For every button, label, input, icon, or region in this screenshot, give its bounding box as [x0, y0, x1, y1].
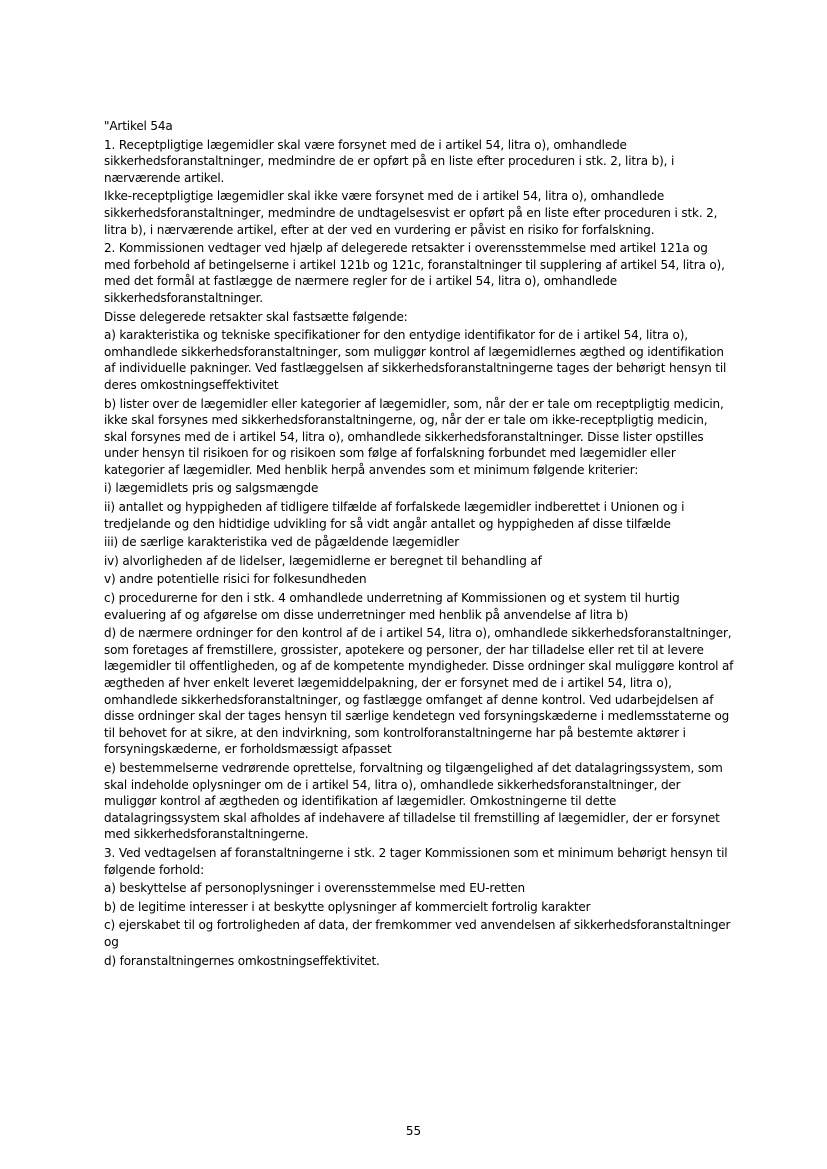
criterion-ii: ii) antallet og hyppigheden af tidligere tilfælde af forfalskede lægemidler indberettet i Unionen og i tredjelande og den hidtidige udvikling for så vidt angår antallet og hyppigheden af disse tilfælde: [104, 500, 685, 531]
criterion-v: v) andre potentielle risici for folkesundheden: [104, 572, 367, 587]
criterion-iv: iv) alvorligheden af de lidelser, lægemidlerne er beregnet til behandling af: [104, 553, 542, 568]
list-item-b: b) lister over de lægemidler eller kategorier af lægemidler, som, når der er tale om receptpligtig medicin, ikke skal forsynes med sikkerhedsforanstaltningerne, og, når der er tale om ikke-receptpligtig medicin, skal forsynes med de i artikel 54, litra o), omhandlede sikkerhedsforanstaltninger. Disse lister opstilles under hensyn til risikoen for og risikoen som følge af forfalskning forbundet med lægemidler eller kategorier af lægemidler. Med henblik herpå anvendes som et minimum følgende kriterier:: [104, 396, 724, 477]
document-body: [104, 118, 734, 971]
list-item-e: e) bestemmelserne vedrørende oprettelse, forvaltning og tilgængelighed af det datalagringssystem, som skal indeholde oplysninger om de i artikel 54, litra o), omhandlede sikkerhedsforanstaltninger, der muliggør kontrol af ægtheden og identifikation af lægemidler. Omkostningerne til dette datalagringssystem skal afholdes af indehavere af tilladelse til fremstilling af lægemidler, der er forsynet med sikkerhedsforanstaltningerne.: [104, 760, 723, 842]
list-item-a: a) karakteristika og tekniske specifikationer for den entydige identifikator for de i artikel 54, litra o), omhandlede sikkerhedsforanstaltninger, som muliggør kontrol af lægemidlernes ægthed og identifikation af individuelle pakninger. Ved fastlæggelsen af sikkerhedsforanstaltningerne tages der behørigt hensyn til deres omkostningseffektivitet: [104, 328, 727, 392]
page-number: 55: [405, 1124, 422, 1138]
paragraph-non-prescription: Ikke-receptpligtige lægemidler skal ikke være forsynet med de i artikel 54, litra o), omhandlede sikkerhedsforanstaltninger, medmindre de undtagelsesvist er opført på en liste efter proceduren i stk. 2, litra b), i nærværende artikel, efter at der ved en vurdering er påvist en risiko for forfalskning.: [104, 189, 718, 237]
paragraph-3-section-3: 3. Ved vedtagelsen af foranstaltningerne i stk. 2 tager Kommissionen som et minimum behørigt hensyn til følgende forhold:: [104, 845, 728, 877]
factor-c: c) ejerskabet til og fortroligheden af data, der fremkommer ved anvendelsen af sikkerhedsforanstaltninger og: [104, 918, 731, 949]
paragraph-delegated-acts-intro: Disse delegerede retsakter skal fastsætte følgende:: [104, 309, 408, 324]
article-heading: "Artikel 54a: [104, 119, 173, 133]
list-item-c: c) procedurerne for den i stk. 4 omhandlede underretning af Kommissionen og et system til hurtig evaluering af og afgørelse om disse underretninger med henblik på anvendelse af litra b): [104, 591, 680, 622]
factor-d: d) foranstaltningernes omkostningseffektivitet.: [104, 953, 380, 968]
criterion-i: i) lægemidlets pris og salgsmængde: [104, 481, 319, 496]
criterion-iii: iii) de særlige karakteristika ved de pågældende lægemidler: [104, 535, 460, 550]
factor-a: a) beskyttelse af personoplysninger i overensstemmelse med EU-retten: [104, 881, 525, 896]
factor-b: b) de legitime interesser i at beskytte oplysninger af kommercielt fortrolig karakter: [104, 899, 591, 914]
paragraph-1-section-1: 1. Receptpligtige lægemidler skal være forsynet med de i artikel 54, litra o), omhandlede sikkerhedsforanstaltninger, medmindre de er opført på en liste efter proceduren i stk. 2, litra b), i nærværende artikel.: [104, 137, 675, 185]
paragraph-2-section-2: 2. Kommissionen vedtager ved hjælp af delegerede retsakter i overensstemmelse med artikel 121a og med forbehold af betingelserne i artikel 121b og 121c, foranstaltninger til supplering af artikel 54, litra o), med det formål at fastlægge de nærmere regler for de i artikel 54, litra o), omhandlede sikkerhedsforanstaltninger.: [104, 241, 725, 305]
list-item-d: d) de nærmere ordninger for den kontrol af de i artikel 54, litra o), omhandlede sikkerhedsforanstaltninger, som foretages af fremstillere, grossister, apotekere og personer, der har tilladelse eller ret til at levere lægemidler til offentligheden, og af de kompetente myndigheder. Disse ordninger skal muliggøre kontrol af ægtheden af hver enkelt leveret lægemiddelpakning, der er forsynet med de i artikel 54, litra o), omhandlede sikkerhedsforanstaltninger, og fastlægge omfanget af denne kontrol. Ved udarbejdelsen af disse ordninger skal der tages hensyn til særlige kendetegn ved forsyningskæderne i medlemsstaterne og til behovet for at sikre, at den indvirkning, som kontrolforanstaltningerne har på bestemte aktører i forsyningskæderne, er forholdsmæssigt afpasset: [104, 626, 734, 757]
